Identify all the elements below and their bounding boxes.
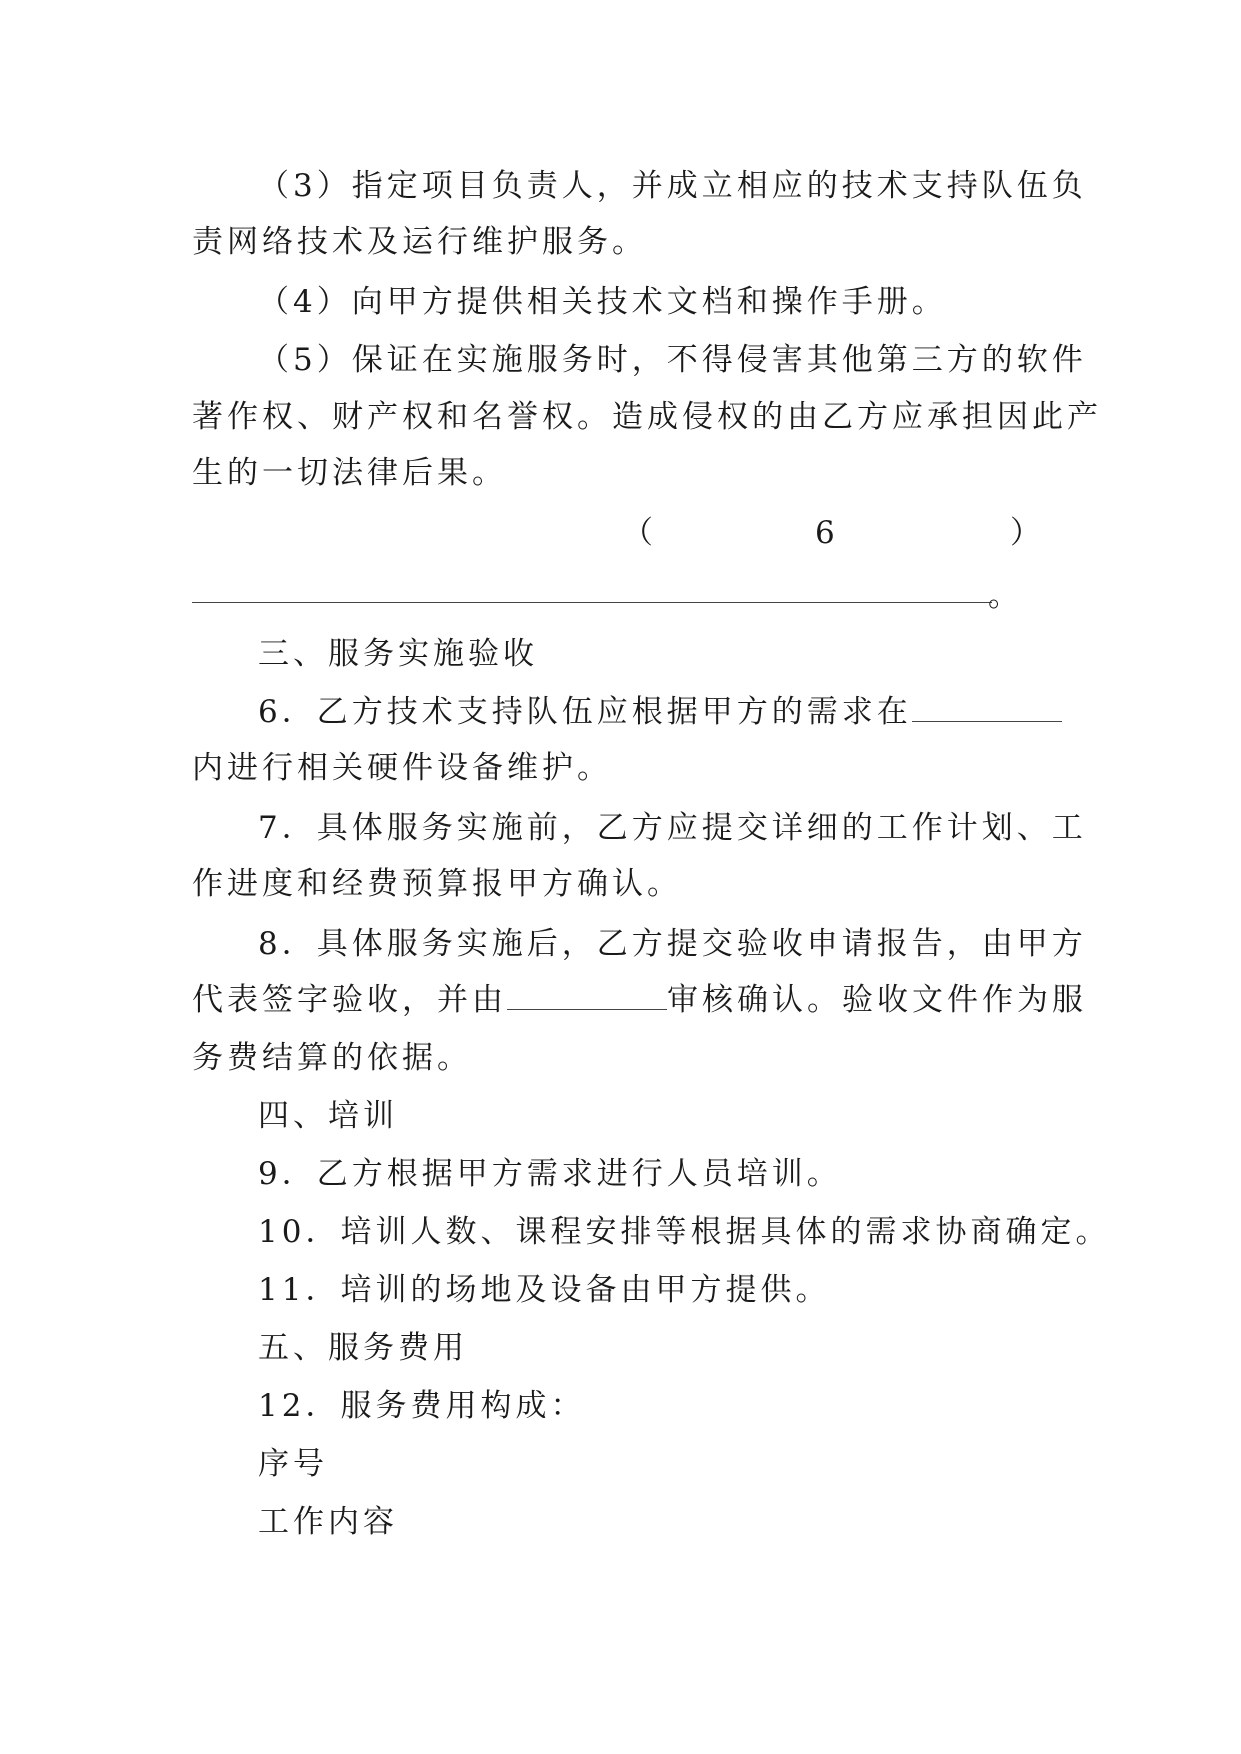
item-6-line-1 [258, 692, 1062, 732]
item-12: 12．服务费用构成： [258, 1388, 586, 1424]
item-6-text: 6．乙方技术支持队伍应根据甲方的需求在 [258, 694, 912, 730]
section-5-title: 五、服务费用 [258, 1330, 468, 1366]
paragraph-6-end: 。 [988, 578, 1023, 614]
paragraph-6-blank-line [192, 602, 992, 603]
item-6-line-2: 内进行相关硬件设备维护。 [192, 750, 612, 786]
paragraph-3-line-1: （3）指定项目负责人，并成立相应的技术支持队伍负 [258, 168, 1087, 204]
item-8-line-3: 务费结算的依据。 [192, 1040, 472, 1076]
table-header-sequence: 序号 [258, 1446, 328, 1482]
item-8-line-2 [192, 980, 1087, 1020]
item-6-blank [912, 693, 1062, 722]
table-header-work-content: 工作内容 [258, 1504, 398, 1540]
paragraph-6-open-paren: （ [622, 515, 657, 551]
paragraph-5-line-3: 生的一切法律后果。 [192, 455, 507, 491]
item-8-text-b: 审核确认。验收文件作为服 [667, 982, 1087, 1018]
paragraph-6-close-paren: ） [1010, 515, 1045, 551]
item-7-line-2: 作进度和经费预算报甲方确认。 [192, 866, 682, 902]
paragraph-3-line-2: 责网络技术及运行维护服务。 [192, 224, 647, 260]
paragraph-5-line-2: 著作权、财产权和名誉权。造成侵权的由乙方应承担因此产 [192, 399, 1102, 435]
item-8-line-1: 8．具体服务实施后，乙方提交验收申请报告，由甲方 [258, 926, 1087, 962]
item-8-blank [507, 981, 667, 1010]
item-8-text-a: 代表签字验收，并由 [192, 982, 507, 1018]
paragraph-4: （4）向甲方提供相关技术文档和操作手册。 [258, 284, 947, 320]
paragraph-6-number: 6 [815, 515, 839, 551]
paragraph-5-line-1: （5）保证在实施服务时，不得侵害其他第三方的软件 [258, 342, 1087, 378]
section-3-title: 三、服务实施验收 [258, 636, 538, 672]
item-10: 10．培训人数、课程安排等根据具体的需求协商确定。 [258, 1214, 1111, 1250]
item-9: 9．乙方根据甲方需求进行人员培训。 [258, 1156, 842, 1192]
section-4-title: 四、培训 [258, 1098, 398, 1134]
item-11: 11．培训的场地及设备由甲方提供。 [258, 1272, 831, 1308]
item-7-line-1: 7．具体服务实施前，乙方应提交详细的工作计划、工 [258, 810, 1087, 846]
